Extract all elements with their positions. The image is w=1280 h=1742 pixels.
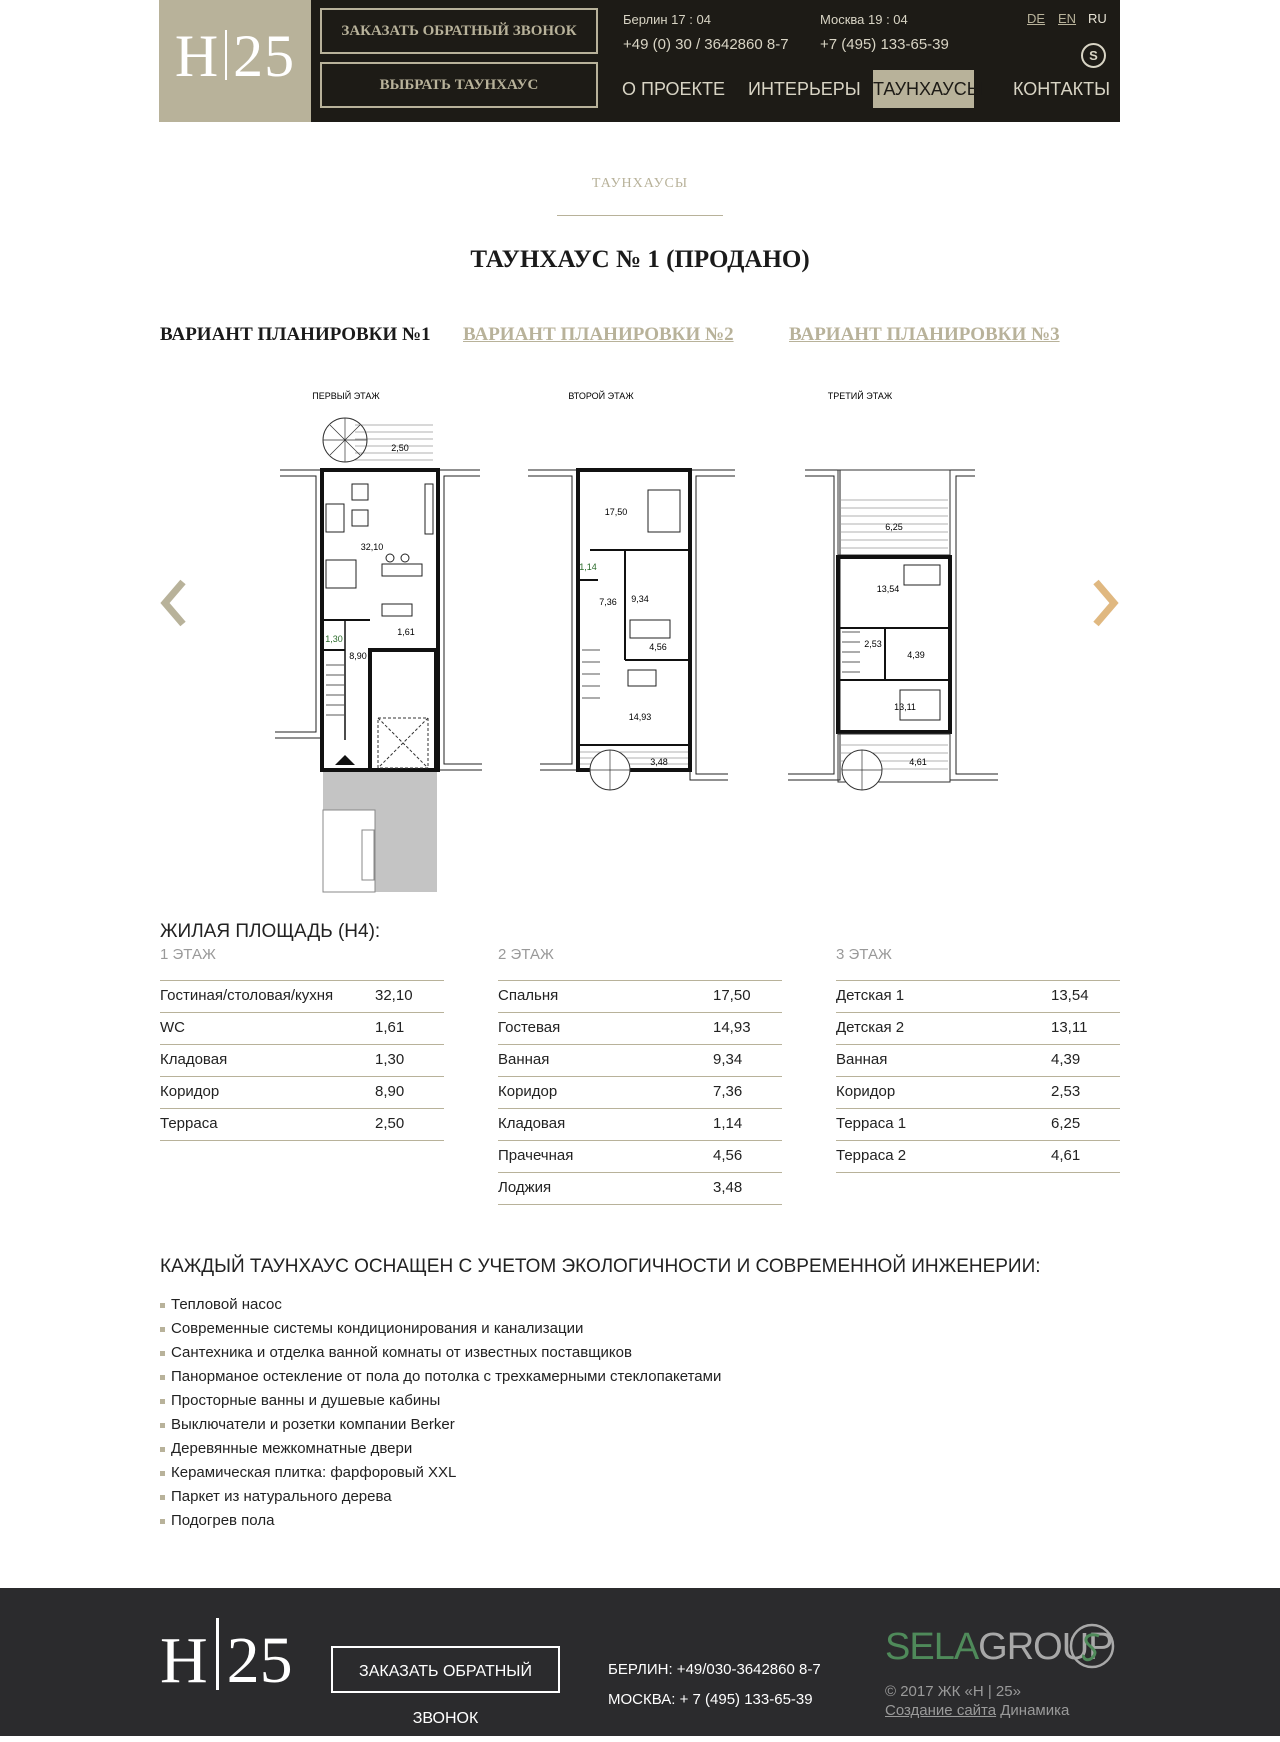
logo-text: H 25 [174,23,296,89]
nav-townhouses[interactable]: ТАУНХАУСЫ [873,70,974,108]
tab-layout-2[interactable]: ВАРИАНТ ПЛАНИРОВКИ №2 [463,324,734,345]
footer-berlin-phone[interactable]: БЕРЛИН: +49/030-3642860 8-7 [608,1661,821,1678]
features-list [160,1295,721,1535]
developer-credit [885,1702,1069,1719]
list-item: Керамическая плитка: фарфоровый XXL [160,1463,721,1487]
footer-logo[interactable]: H 25 [160,1618,293,1699]
table-row: Лоджия 3,48 [498,1172,782,1205]
floor-heading: 2 ЭТАЖ [498,946,554,963]
list-item: Просторные ванны и душевые кабины [160,1391,721,1415]
table-row: Спальня 17,50 [498,980,782,1012]
floor-3-table [836,946,1120,1173]
table-row: Детская 2 13,11 [836,1012,1120,1044]
choose-townhouse-button[interactable]: ВЫБРАТЬ ТАУНХАУС [320,62,598,108]
area-label: 3,48 [650,757,668,767]
floor-2-table [498,946,782,1205]
area-label: 4,61 [909,757,927,767]
table-row: Коридор 8,90 [160,1076,444,1108]
area-label: 17,50 [604,507,628,517]
table-row: Терраса 1 6,25 [836,1108,1120,1140]
list-item: Панорманое остекление от пола до потолка с трехкамерными стеклопакетами [160,1367,721,1391]
skype-icon[interactable]: S [1081,43,1106,68]
nav-about[interactable]: О ПРОЕКТЕ [622,79,726,99]
sela-logo-icon [1068,1622,1116,1670]
table-row: Коридор 7,36 [498,1076,782,1108]
table-row: Прачечная 4,56 [498,1140,782,1172]
tab-layout-3[interactable]: ВАРИАНТ ПЛАНИРОВКИ №3 [789,324,1060,345]
area-label: 13,11 [894,702,916,712]
living-area-title: ЖИЛАЯ ПЛОЩАДЬ (H4): [160,921,381,942]
list-item: Тепловой насос [160,1295,721,1319]
copyright: © 2017 ЖК «Н | 25» [885,1683,1021,1700]
floor-plan-1 [275,390,482,892]
moscow-phone[interactable]: +7 (495) 133-65-39 [820,36,949,53]
table-row: Гостевая 14,93 [498,1012,782,1044]
lang-de[interactable]: DE [1027,11,1046,26]
list-item: Подогрев пола [160,1511,721,1535]
table-row: Ванная 9,34 [498,1044,782,1076]
berlin-time: Берлин 17 : 04 [623,12,711,27]
features-title: КАЖДЫЙ ТАУНХАУС ОСНАЩЕН С УЧЕТОМ ЭКОЛОГИЧНОСТИ И СОВРЕМЕННОЙ ИНЖЕНЕРИИ: [160,1256,1041,1277]
site-creation-link[interactable]: Создание сайта [885,1702,997,1719]
page-title: ТАУНХАУС № 1 (ПРОДАНО) [470,246,810,273]
table-row: Ванная 4,39 [836,1044,1120,1076]
area-label: 1,14 [579,562,597,572]
nav-interiors[interactable]: ИНТЕРЬЕРЫ [748,79,861,99]
footer-callback-button[interactable]: ЗАКАЗАТЬ ОБРАТНЫЙ ЗВОНОК [331,1646,560,1693]
moscow-time: Москва 19 : 04 [820,12,908,27]
table-row: Кладовая 1,30 [160,1044,444,1076]
list-item: Современные системы кондиционирования и канализации [160,1319,721,1343]
site-header [159,0,1120,122]
developer-name: Динамика [1000,1702,1070,1719]
lang-en[interactable]: EN [1058,11,1077,26]
area-label: 13,54 [876,584,900,594]
list-item: Сантехника и отделка ванной комнаты от известных поставщиков [160,1343,721,1367]
area-label: 9,34 [631,594,649,604]
list-item: Паркет из натурального дерева [160,1487,721,1511]
area-label: 4,39 [907,650,925,660]
logo[interactable] [159,0,311,122]
table-row: Кладовая 1,14 [498,1108,782,1140]
breadcrumb-divider [557,215,723,216]
area-label: 2,50 [391,443,409,453]
table-row: WC 1,61 [160,1012,444,1044]
footer-moscow-phone[interactable]: МОСКВА: + 7 (495) 133-65-39 [608,1691,813,1708]
floor-label-1: ПЕРВЫЙ ЭТАЖ [312,391,380,401]
floor-plan-3 [788,390,998,790]
floor-plans [159,380,1120,900]
nav-contacts[interactable]: КОНТАКТЫ [1013,79,1111,99]
callback-button[interactable]: ЗАКАЗАТЬ ОБРАТНЫЙ ЗВОНОК [320,8,598,54]
floor-heading: 3 ЭТАЖ [836,946,892,963]
area-label: 32,10 [360,542,384,552]
table-row: Гостиная/столовая/кухня 32,10 [160,980,444,1012]
table-row: Терраса 2,50 [160,1108,444,1141]
area-label: 8,90 [349,651,367,661]
area-label: 6,25 [885,522,903,532]
area-label: 14,93 [628,712,652,722]
table-row: Детская 1 13,54 [836,980,1120,1012]
floor-label-2: ВТОРОЙ ЭТАЖ [568,391,634,401]
list-item: Выключатели и розетки компании Berker [160,1415,721,1439]
floor-plan-2 [528,390,735,790]
table-row: Коридор 2,53 [836,1076,1120,1108]
sela-group-logo[interactable]: SELAGROUP [885,1626,1113,1668]
area-label: 2,53 [864,639,882,649]
site-footer [0,1588,1280,1736]
area-label: 4,56 [649,642,667,652]
breadcrumb: ТАУНХАУСЫ [591,176,689,191]
floor-1-table [160,946,444,1141]
tab-layout-1[interactable]: ВАРИАНТ ПЛАНИРОВКИ №1 [160,324,431,345]
lang-ru[interactable]: RU [1088,11,1107,26]
area-label: 7,36 [599,597,617,607]
list-item: Деревянные межкомнатные двери [160,1439,721,1463]
area-label: 1,30 [325,634,343,644]
table-row: Терраса 2 4,61 [836,1140,1120,1173]
berlin-phone[interactable]: +49 (0) 30 / 3642860 8-7 [623,36,789,53]
area-label: 1,61 [397,627,415,637]
floor-label-3: ТРЕТИЙ ЭТАЖ [827,391,893,401]
floor-heading: 1 ЭТАЖ [160,946,216,963]
